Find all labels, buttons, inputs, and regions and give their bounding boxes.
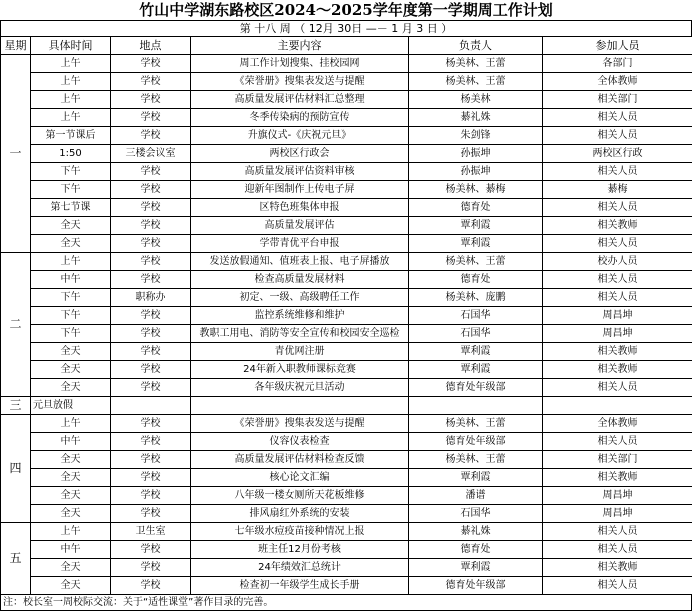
participants-cell: 相关人员 [543,235,692,253]
footer-note: 注：校长室一周校际交流：关于“适性课堂”著作目录的完善。 [0,595,692,611]
owner-cell: 杨美林、王蕾 [409,73,543,91]
owner-cell: 德育处 [409,271,543,289]
time-cell: 上午 [31,415,111,433]
time-cell: 全天 [31,451,111,469]
time-cell: 全天 [31,379,111,397]
location-cell: 学校 [111,343,191,361]
table-row [1,55,692,73]
participants-cell: 全体教师 [543,73,692,91]
content-cell: 高质量发展评估 [191,217,409,235]
content-cell: 升旗仪式-《庆祝元旦》 [191,127,409,145]
owner-cell: 覃利霞 [409,343,543,361]
time-cell: 全天 [31,343,111,361]
participants-cell: 相关人员 [543,127,692,145]
time-cell: 下午 [31,289,111,307]
weekday-cell: 五 [1,523,31,595]
content-cell: 检查高质量发展材料 [191,271,409,289]
content-cell: 排风扇红外系统的安装 [191,505,409,523]
location-cell: 学校 [111,559,191,577]
participants-cell: 周昌坤 [543,325,692,343]
location-cell: 学校 [111,361,191,379]
owner-cell: 杨美林 [409,91,543,109]
owner-cell: 德育处年级部 [409,577,543,595]
participants-cell: 各部门 [543,55,692,73]
content-cell: 24年绩效汇总统计 [191,559,409,577]
time-cell: 全天 [31,217,111,235]
location-cell: 学校 [111,325,191,343]
location-cell: 学校 [111,217,191,235]
empty-cell [409,397,543,415]
owner-cell: 覃利霞 [409,559,543,577]
header-time: 具体时间 [31,37,111,55]
table-row [1,325,692,343]
table-row [1,361,692,379]
table-row [1,343,692,361]
location-cell: 学校 [111,181,191,199]
owner-cell: 石国华 [409,505,543,523]
content-cell: 七年级水痘疫苗接种情况上报 [191,523,409,541]
time-cell: 下午 [31,307,111,325]
time-cell: 全天 [31,361,111,379]
content-cell: 初定、一级、高级聘任工作 [191,289,409,307]
table-row [1,559,692,577]
participants-cell: 相关人员 [543,523,692,541]
participants-cell: 相关人员 [543,541,692,559]
time-cell: 下午 [31,163,111,181]
owner-cell: 杨美林、王蕾 [409,55,543,73]
location-cell: 学校 [111,379,191,397]
location-cell: 学校 [111,505,191,523]
table-row [1,91,692,109]
content-cell: 各年级庆祝元旦活动 [191,379,409,397]
participants-cell: 相关教师 [543,343,692,361]
table-row [1,109,692,127]
table-row [1,181,692,199]
content-cell: 区特色班集体申报 [191,199,409,217]
table-row [1,253,692,271]
table-row [1,217,692,235]
header-owner: 负责人 [409,37,543,55]
time-cell: 全天 [31,505,111,523]
time-cell: 上午 [31,91,111,109]
content-cell: 仪容仪表检查 [191,433,409,451]
location-cell: 学校 [111,487,191,505]
content-cell: 高质量发展评估材料汇总整理 [191,91,409,109]
location-cell: 学校 [111,415,191,433]
participants-cell: 校办人员 [543,253,692,271]
participants-cell: 綦梅 [543,181,692,199]
weekday-cell: 一 [1,55,31,253]
location-cell: 学校 [111,127,191,145]
time-cell: 1:50 [31,145,111,163]
table-row [1,289,692,307]
content-cell: 迎新年图制作上传电子屏 [191,181,409,199]
weekday-cell: 二 [1,253,31,397]
table-row [1,379,692,397]
location-cell: 学校 [111,163,191,181]
owner-cell: 杨美林、王蕾 [409,451,543,469]
owner-cell: 綦礼姝 [409,523,543,541]
participants-cell: 全体教师 [543,415,692,433]
header-content: 主要内容 [191,37,409,55]
table-row [1,73,692,91]
owner-cell: 潘谱 [409,487,543,505]
content-cell: 核心论文汇编 [191,469,409,487]
week-subtitle: 第 十八 周 （ 12月 30日 —－ 1 月 3 日 ） [0,20,692,36]
content-cell: 高质量发展评估资料审核 [191,163,409,181]
owner-cell: 杨美林、王蕾 [409,253,543,271]
weekday-cell: 三 [1,397,31,415]
participants-cell: 相关人员 [543,271,692,289]
location-cell: 职称办 [111,289,191,307]
header-row [1,37,692,55]
content-cell: 高质量发展评估材料检查反馈 [191,451,409,469]
location-cell: 卫生室 [111,523,191,541]
empty-cell [111,397,191,415]
owner-cell: 石国华 [409,307,543,325]
table-row [1,199,692,217]
table-row [1,397,692,415]
location-cell: 学校 [111,577,191,595]
location-cell: 学校 [111,451,191,469]
owner-cell: 覃利霞 [409,217,543,235]
time-cell: 全天 [31,469,111,487]
time-cell: 上午 [31,55,111,73]
weekday-cell: 四 [1,415,31,523]
time-cell: 中午 [31,271,111,289]
participants-cell: 相关人员 [543,199,692,217]
time-cell: 下午 [31,325,111,343]
time-cell: 上午 [31,109,111,127]
participants-cell: 相关部门 [543,91,692,109]
location-cell: 学校 [111,271,191,289]
location-cell: 学校 [111,253,191,271]
table-row [1,577,692,595]
owner-cell: 德育处年级部 [409,379,543,397]
empty-cell [543,397,692,415]
participants-cell: 相关人员 [543,379,692,397]
location-cell: 学校 [111,469,191,487]
location-cell: 三楼会议室 [111,145,191,163]
owner-cell: 綦礼姝 [409,109,543,127]
owner-cell: 覃利霞 [409,235,543,253]
content-cell: 《荣誉册》搜集表发送与提醒 [191,415,409,433]
time-cell: 中午 [31,433,111,451]
owner-cell: 德育处年级部 [409,433,543,451]
table-row [1,145,692,163]
location-cell: 学校 [111,307,191,325]
location-cell: 学校 [111,55,191,73]
participants-cell: 相关人员 [543,433,692,451]
header-location: 地点 [111,37,191,55]
participants-cell: 相关教师 [543,469,692,487]
content-cell: 八年级一楼女厕所天花板维修 [191,487,409,505]
participants-cell: 相关人员 [543,577,692,595]
participants-cell: 两校区行政 [543,145,692,163]
schedule-table [0,36,692,595]
location-cell: 学校 [111,235,191,253]
content-cell: 《荣誉册》搜集表发送与提醒 [191,73,409,91]
participants-cell: 相关教师 [543,559,692,577]
time-cell: 上午 [31,253,111,271]
owner-cell: 杨美林、王蕾 [409,415,543,433]
owner-cell: 杨美林、綦梅 [409,181,543,199]
location-cell: 学校 [111,541,191,559]
table-row [1,433,692,451]
owner-cell: 石国华 [409,325,543,343]
owner-cell: 杨美林、庞鹏 [409,289,543,307]
owner-cell: 德育处 [409,199,543,217]
table-row [1,487,692,505]
time-cell: 中午 [31,541,111,559]
owner-cell: 朱剑锋 [409,127,543,145]
time-cell: 全天 [31,559,111,577]
participants-cell: 周昌坤 [543,487,692,505]
table-row [1,523,692,541]
participants-cell: 相关部门 [543,451,692,469]
table-row [1,541,692,559]
owner-cell: 德育处 [409,541,543,559]
table-row [1,127,692,145]
header-participants: 参加人员 [543,37,692,55]
participants-cell: 相关人员 [543,289,692,307]
time-cell: 上午 [31,523,111,541]
content-cell: 检查初一年级学生成长手册 [191,577,409,595]
owner-cell: 孙振坤 [409,163,543,181]
owner-cell: 覃利霞 [409,469,543,487]
participants-cell: 相关人员 [543,163,692,181]
time-cell: 全天 [31,235,111,253]
location-cell: 学校 [111,433,191,451]
table-row [1,163,692,181]
table-row [1,235,692,253]
content-cell: 两校区行政会 [191,145,409,163]
location-cell: 学校 [111,199,191,217]
owner-cell: 孙振坤 [409,145,543,163]
table-row [1,505,692,523]
table-row [1,271,692,289]
participants-cell: 相关人员 [543,109,692,127]
schedule-body [1,55,692,595]
header-weekday: 星期 [1,37,31,55]
time-cell: 全天 [31,487,111,505]
participants-cell: 相关教师 [543,361,692,379]
content-cell: 24年新入职教师课标竞赛 [191,361,409,379]
table-row [1,469,692,487]
table-row [1,451,692,469]
content-cell: 教职工用电、消防等安全宣传和校园安全巡检 [191,325,409,343]
empty-cell [191,397,409,415]
participants-cell: 周昌坤 [543,505,692,523]
content-cell: 班主任12月份考核 [191,541,409,559]
time-cell: 全天 [31,577,111,595]
content-cell: 青优网注册 [191,343,409,361]
location-cell: 学校 [111,91,191,109]
page-title: 竹山中学湖东路校区2024～2025学年度第一学期周工作计划 [0,0,692,20]
time-cell: 第七节课 [31,199,111,217]
time-cell: 第一节课后 [31,127,111,145]
participants-cell: 相关教师 [543,217,692,235]
table-row [1,307,692,325]
time-cell: 上午 [31,73,111,91]
location-cell: 学校 [111,109,191,127]
holiday-cell: 元旦放假 [31,397,111,415]
content-cell: 监控系统维修和维护 [191,307,409,325]
content-cell: 学带青优平台申报 [191,235,409,253]
owner-cell: 覃利霞 [409,361,543,379]
time-cell: 下午 [31,181,111,199]
content-cell: 周工作计划搜集、挂校园网 [191,55,409,73]
location-cell: 学校 [111,73,191,91]
content-cell: 冬季传染病的预防宣传 [191,109,409,127]
participants-cell: 周昌坤 [543,307,692,325]
table-row [1,415,692,433]
content-cell: 发送放假通知、值班表上报、电子屏播放 [191,253,409,271]
